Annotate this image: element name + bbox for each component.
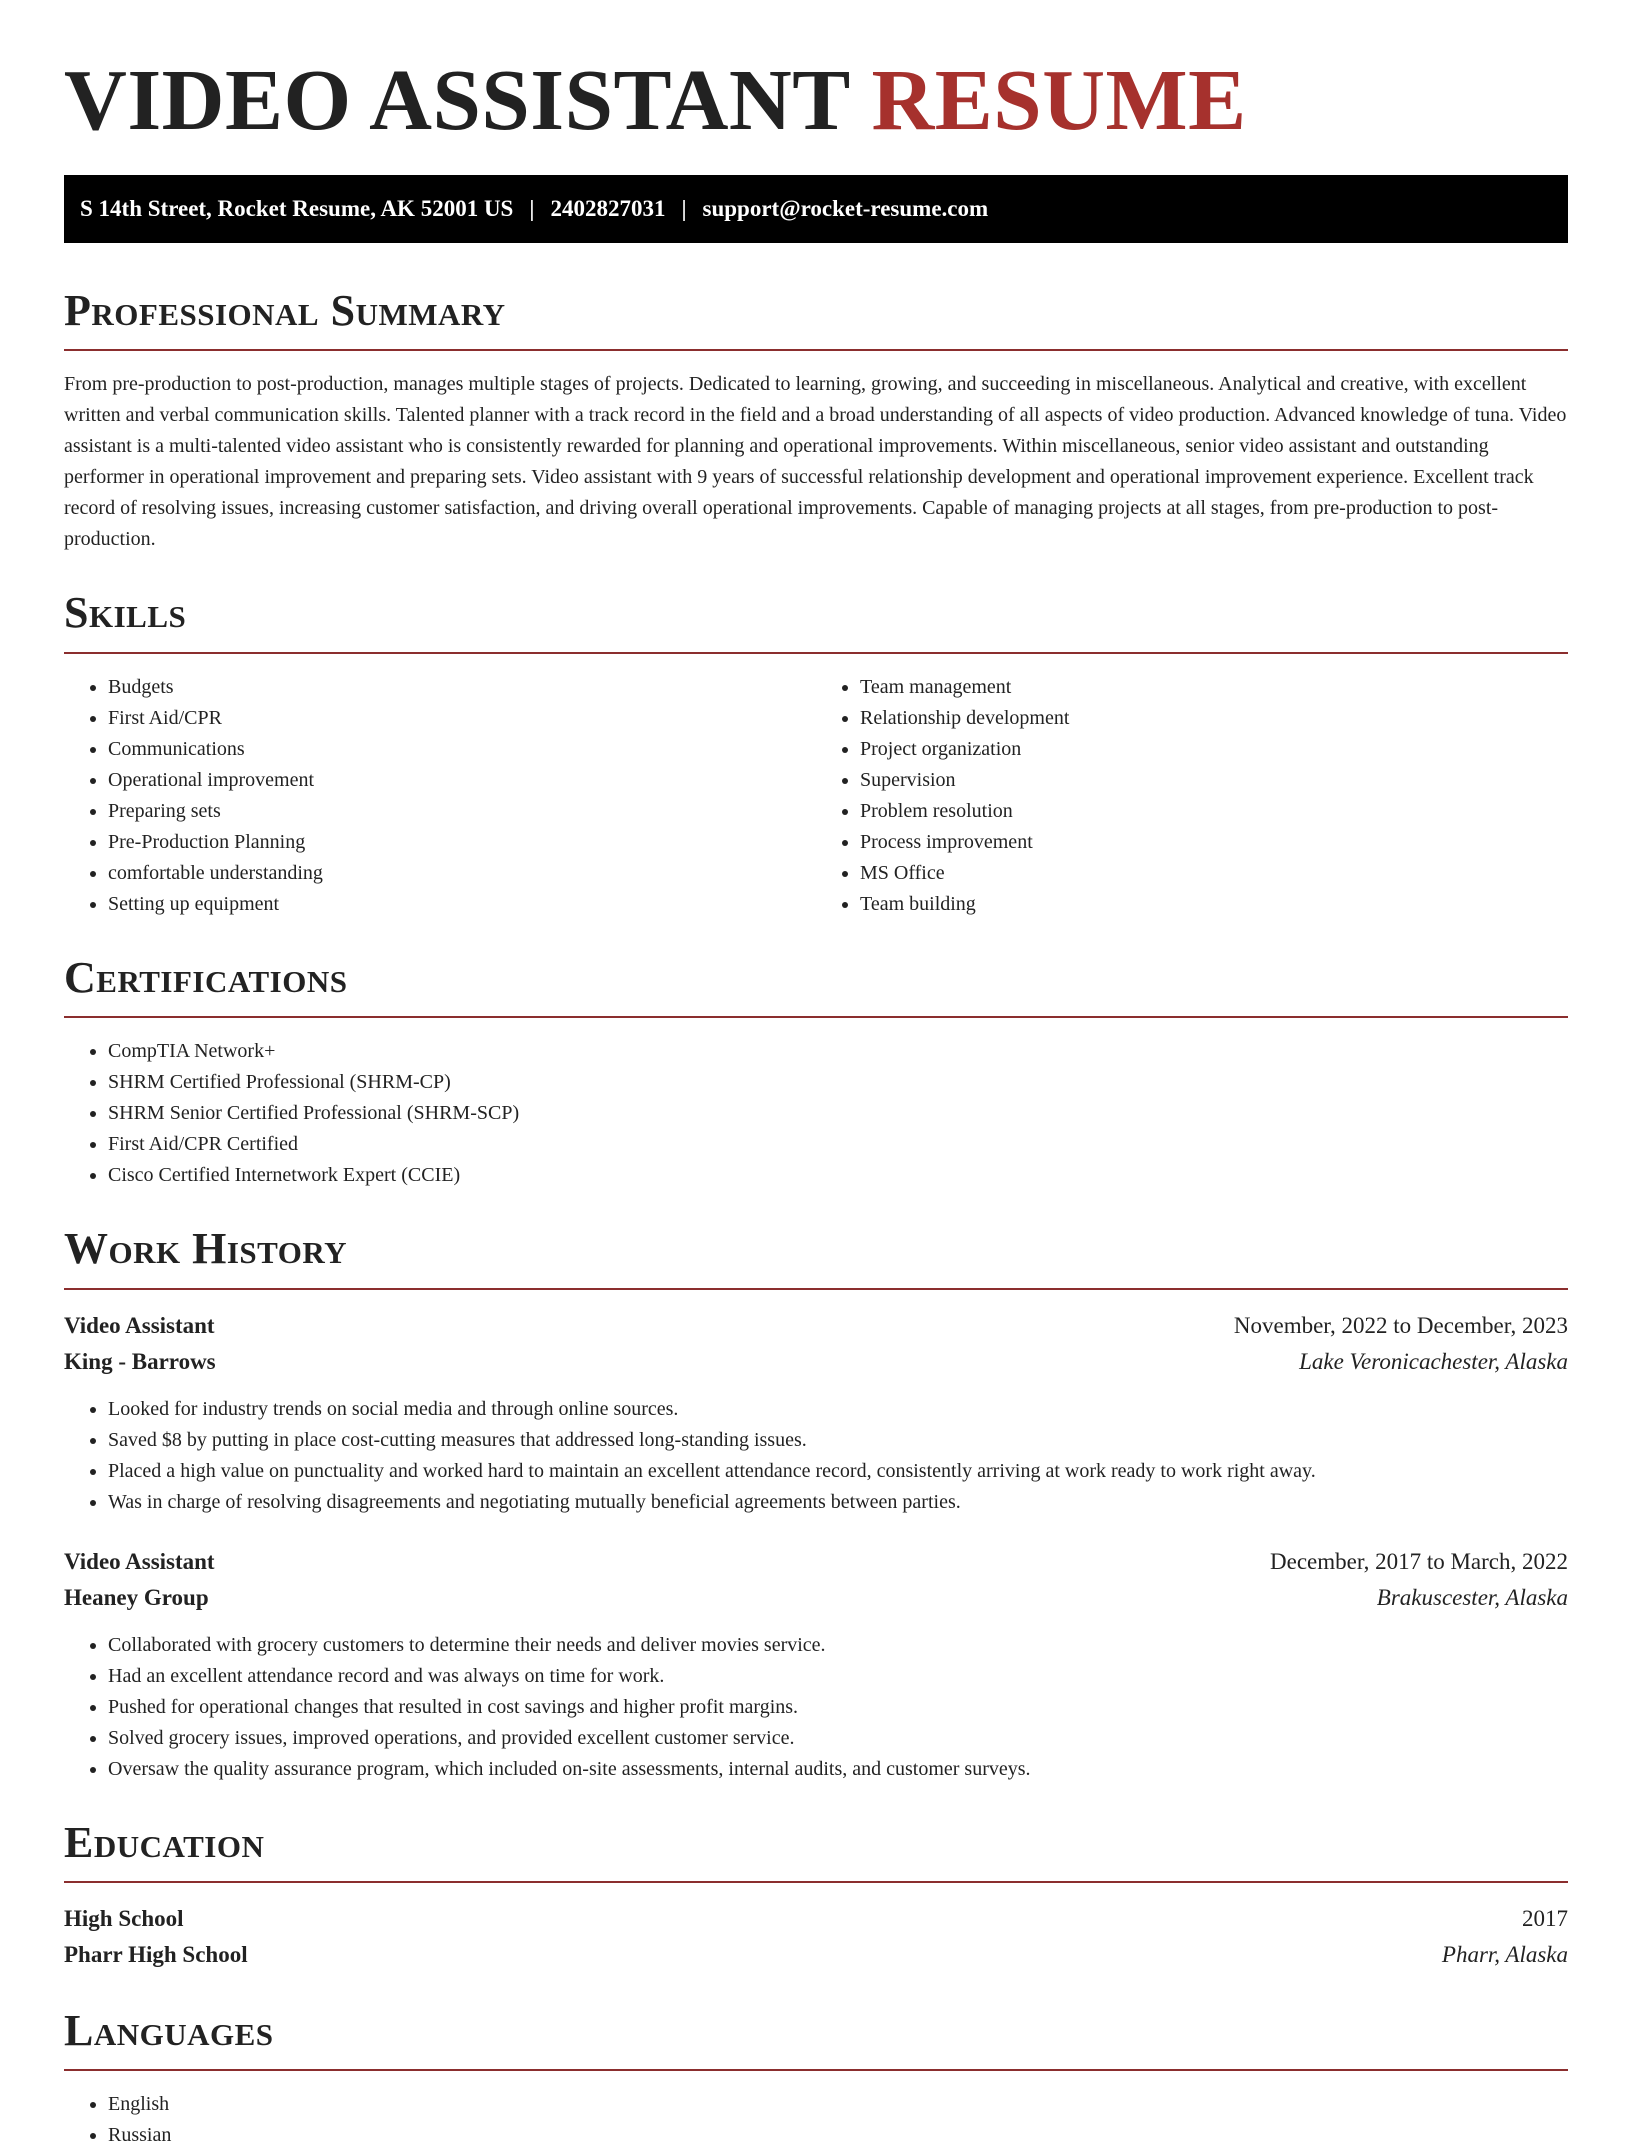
section-divider <box>64 349 1568 351</box>
skill-item: • Relationship development <box>860 703 1568 734</box>
contact-separator: | <box>529 196 535 221</box>
certification-item: • Cisco Certified Internetwork Expert (CCIE) <box>108 1160 1568 1191</box>
skills-columns <box>64 672 1568 920</box>
section-divider <box>64 652 1568 654</box>
section-heading-education: Education <box>64 1817 265 1867</box>
title-main: VIDEO ASSISTANT <box>64 51 850 148</box>
section-divider <box>64 1016 1568 1018</box>
certification-item: • SHRM Senior Certified Professional (SHRM-SCP) <box>108 1098 1568 1129</box>
skills-list-left <box>64 672 816 920</box>
job-company-row <box>64 1344 1568 1380</box>
section-divider <box>64 1288 1568 1290</box>
contact-address: S 14th Street, Rocket Resume, AK 52001 US <box>80 196 514 221</box>
job-duty: • Oversaw the quality assurance program, which included on-site assessments, internal audits, and customer surveys. <box>108 1754 1568 1785</box>
certification-item: • First Aid/CPR Certified <box>108 1129 1568 1160</box>
education-year: 2017 <box>1522 1905 1568 1931</box>
job-location: Lake Veronicachester, Alaska <box>1299 1348 1568 1374</box>
contact-phone: 2402827031 <box>550 196 666 221</box>
job-company: King - Barrows <box>64 1348 216 1374</box>
section-divider <box>64 1881 1568 1883</box>
job-duty: • Pushed for operational changes that resulted in cost savings and higher profit margins. <box>108 1692 1568 1723</box>
skill-item: • Team management <box>860 672 1568 703</box>
contact-separator: | <box>681 196 687 221</box>
skill-item: • Project organization <box>860 734 1568 765</box>
contact-bar <box>64 175 1568 243</box>
section-heading-skills: Skills <box>64 588 187 638</box>
education-school: Pharr High School <box>64 1941 248 1967</box>
resume-title <box>64 0 1568 148</box>
skill-item: • Problem resolution <box>860 796 1568 827</box>
section-heading-work-history: Work History <box>64 1224 348 1274</box>
skills-list-right <box>816 672 1568 920</box>
job-duties-list <box>64 1394 1568 1518</box>
job-head-row <box>64 1308 1568 1344</box>
skill-item: • Team building <box>860 889 1568 920</box>
title-accent: RESUME <box>871 51 1247 148</box>
work-history-section <box>64 1225 1568 1784</box>
certifications-list <box>64 1036 1568 1191</box>
education-section <box>64 1819 1568 1973</box>
education-degree-row <box>64 1901 1568 1937</box>
section-heading-summary: Professional Summary <box>64 286 506 335</box>
skill-item: • Supervision <box>860 765 1568 796</box>
language-item: • Russian <box>108 2120 1568 2151</box>
job-duty: • Was in charge of resolving disagreements and negotiating mutually beneficial agreements between parties. <box>108 1487 1568 1518</box>
certification-item: • SHRM Certified Professional (SHRM-CP) <box>108 1067 1568 1098</box>
certification-item: • CompTIA Network+ <box>108 1036 1568 1067</box>
job-title: Video Assistant <box>64 1548 215 1574</box>
job-entry <box>64 1544 1568 1785</box>
education-location: Pharr, Alaska <box>1441 1941 1568 1967</box>
skill-item: • comfortable understanding <box>108 858 816 889</box>
skill-item: • MS Office <box>860 858 1568 889</box>
skills-section <box>64 589 1568 919</box>
job-duty: • Placed a high value on punctuality and worked hard to maintain an excellent attendance record, consistently arriving at work ready to work right away. <box>108 1456 1568 1487</box>
education-school-row <box>64 1937 1568 1973</box>
skill-item: • Setting up equipment <box>108 889 816 920</box>
skill-item: • Preparing sets <box>108 796 816 827</box>
education-degree: High School <box>64 1905 184 1931</box>
job-duties-list <box>64 1630 1568 1785</box>
language-item: • English <box>108 2089 1568 2120</box>
job-title: Video Assistant <box>64 1312 215 1338</box>
section-heading-certifications: Certifications <box>64 952 348 1002</box>
job-entry <box>64 1308 1568 1518</box>
skill-item: • Communications <box>108 734 816 765</box>
job-company-row <box>64 1580 1568 1616</box>
job-duty: • Saved $8 by putting in place cost-cutting measures that addressed long-standing issues. <box>108 1425 1568 1456</box>
summary-text: From pre-production to post-production, manages multiple stages of projects. Dedicated to learning, growing, and succeeding in miscellaneous. Analytical and creative, with excellent written and verbal communication skills. Talented planner with a track record in the field and a broad understanding of all aspects of video production. Advanced knowledge of tuna. Video assistant is a multi-talented video assistant who is consistently rewarded for planning and operational improvements. Within miscellaneous, senior video assistant and outstanding performer in operational improvement and preparing sets. Video assistant with 9 years of successful relationship development and operational improvement experience. Excellent track record of resolving issues, increasing customer satisfaction, and driving overall operational improvements. Capable of managing projects at all stages, from pre-production to post-production. <box>64 373 1567 551</box>
job-company: Heaney Group <box>64 1584 209 1610</box>
skill-item: • First Aid/CPR <box>108 703 816 734</box>
summary-section <box>64 287 1568 555</box>
job-head-row <box>64 1544 1568 1580</box>
job-duty: • Collaborated with grocery customers to determine their needs and deliver movies service. <box>108 1630 1568 1661</box>
contact-email: support@rocket-resume.com <box>702 196 989 221</box>
section-heading-languages: Languages <box>64 2005 274 2055</box>
job-location: Brakuscester, Alaska <box>1376 1584 1568 1610</box>
job-dates: December, 2017 to March, 2022 <box>1270 1548 1568 1574</box>
certifications-section <box>64 954 1568 1191</box>
job-dates: November, 2022 to December, 2023 <box>1233 1312 1568 1338</box>
section-divider <box>64 2069 1568 2071</box>
skill-item: • Budgets <box>108 672 816 703</box>
languages-section <box>64 2007 1568 2151</box>
skill-item: • Process improvement <box>860 827 1568 858</box>
skill-item: • Operational improvement <box>108 765 816 796</box>
job-duty: • Looked for industry trends on social media and through online sources. <box>108 1394 1568 1425</box>
skill-item: • Pre-Production Planning <box>108 827 816 858</box>
job-duty: • Had an excellent attendance record and was always on time for work. <box>108 1661 1568 1692</box>
languages-list <box>64 2089 1568 2151</box>
job-duty: • Solved grocery issues, improved operations, and provided excellent customer service. <box>108 1723 1568 1754</box>
